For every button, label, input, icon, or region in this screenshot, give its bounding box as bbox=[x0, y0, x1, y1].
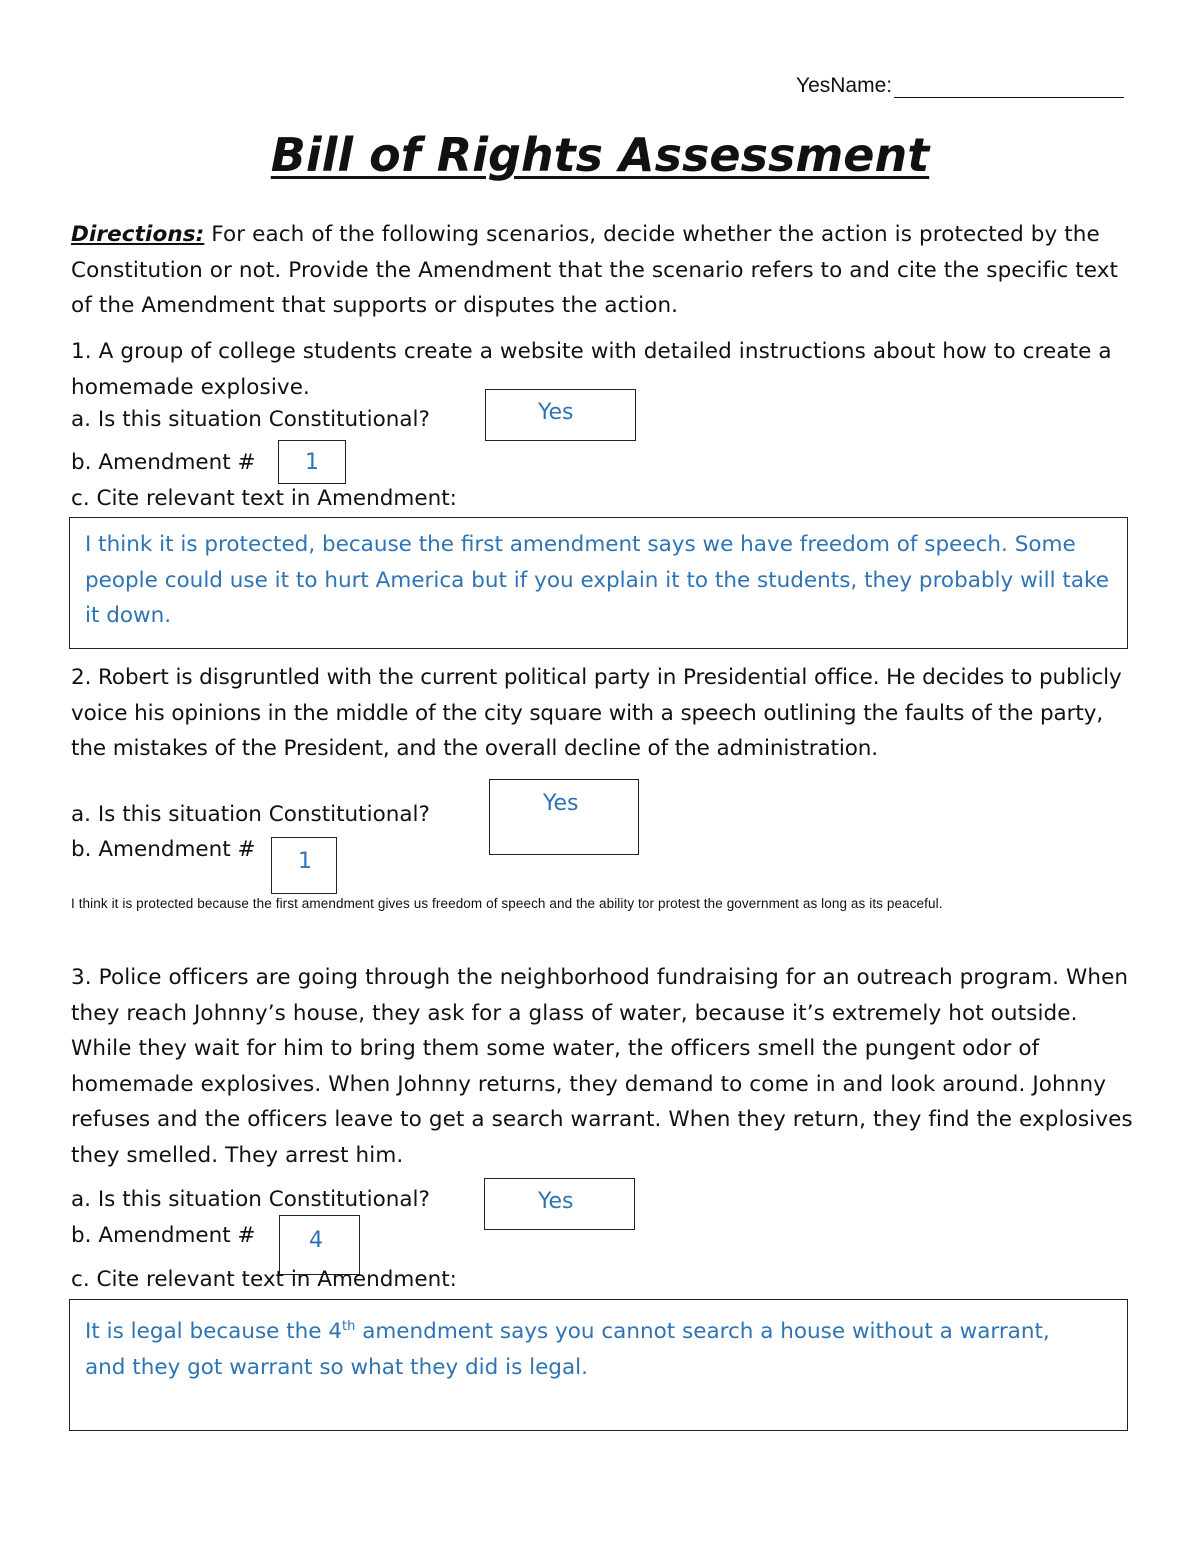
name-field bbox=[796, 74, 1124, 98]
question-3-prompt: 3. Police officers are going through the neighborhood fundraising for an outreach program. When they reach Johnny’s house, they ask for a glass of water, because it’s extremely hot outside. While they wait for him to bring them some water, the officers smell the pungent odor of homemade explosives. When Johnny returns, they demand to come in and look around. Johnny refuses and the officers leave to get a search warrant. When they return, they find the explosives they smelled. They arrest him. bbox=[71, 965, 1133, 1168]
q2-amendment-answer: 1 bbox=[298, 849, 312, 874]
q1-amendment-answer: 1 bbox=[305, 450, 319, 475]
q3-cite-answer-start: It is legal because the 4 bbox=[85, 1319, 343, 1345]
q1-amendment-label: b. Amendment # bbox=[71, 450, 256, 475]
name-blank[interactable] bbox=[894, 75, 1124, 98]
q3-cite-answer-sup: th bbox=[342, 1319, 356, 1334]
q3-cite-answer bbox=[85, 1309, 1085, 1385]
q3-cite-answer-end: amendment says you cannot search a house without a warrant, and they got warrant so what they did is legal. bbox=[85, 1319, 1050, 1380]
q2-amendment-box[interactable] bbox=[271, 837, 337, 894]
q1-constitutional-answer: Yes bbox=[538, 400, 574, 425]
q1-constitutional-label: a. Is this situation Constitutional? bbox=[71, 407, 430, 432]
q1-cite-answer: I think it is protected, because the first amendment says we have freedom of speech. Some people could use it to hurt America but if you explain it to the students, they probably will take it down. bbox=[85, 532, 1109, 628]
q1-cite-label: c. Cite relevant text in Amendment: bbox=[71, 486, 457, 511]
directions-text: For each of the following scenarios, decide whether the action is protected by the Constitution or not. Provide the Amendment that the scenario refers to and cite the specific text of the Amendment that supports or disputes the action. bbox=[71, 222, 1119, 319]
q3-constitutional-label: a. Is this situation Constitutional? bbox=[71, 1187, 430, 1212]
q2-answer-note: I think it is protected because the first amendment gives us freedom of speech and the ability tor protest the government as long as its peaceful. bbox=[71, 896, 943, 911]
q2-constitutional-label: a. Is this situation Constitutional? bbox=[71, 802, 430, 827]
question-2-prompt: 2. Robert is disgruntled with the current political party in Presidential office. He decides to publicly voice his opinions in the middle of the city square with a speech outlining the faults of the party, the mistakes of the President, and the overall decline of the administration. bbox=[71, 665, 1122, 762]
q3-constitutional-answer: Yes bbox=[538, 1189, 574, 1214]
name-label: YesName: bbox=[796, 74, 893, 97]
q3-cite-label: c. Cite relevant text in Amendment: bbox=[71, 1267, 457, 1292]
question-1-prompt: 1. A group of college students create a website with detailed instructions about how to create a homemade explosive. bbox=[71, 339, 1112, 400]
directions-label: Directions: bbox=[71, 222, 205, 247]
q3-constitutional-box[interactable] bbox=[484, 1178, 635, 1230]
q3-cite-box[interactable] bbox=[69, 1299, 1128, 1431]
q1-constitutional-box[interactable] bbox=[485, 389, 636, 441]
q2-amendment-label: b. Amendment # bbox=[71, 837, 256, 862]
q3-amendment-box[interactable] bbox=[279, 1215, 360, 1275]
q2-constitutional-answer: Yes bbox=[543, 791, 579, 816]
q3-amendment-answer: 4 bbox=[309, 1228, 323, 1253]
directions bbox=[71, 217, 1136, 324]
page-title: Bill of Rights Assessment bbox=[270, 128, 930, 182]
q1-cite-box[interactable] bbox=[69, 517, 1128, 649]
q2-constitutional-box[interactable] bbox=[489, 779, 639, 855]
q1-amendment-box[interactable] bbox=[278, 440, 346, 484]
q3-amendment-label: b. Amendment # bbox=[71, 1223, 256, 1248]
